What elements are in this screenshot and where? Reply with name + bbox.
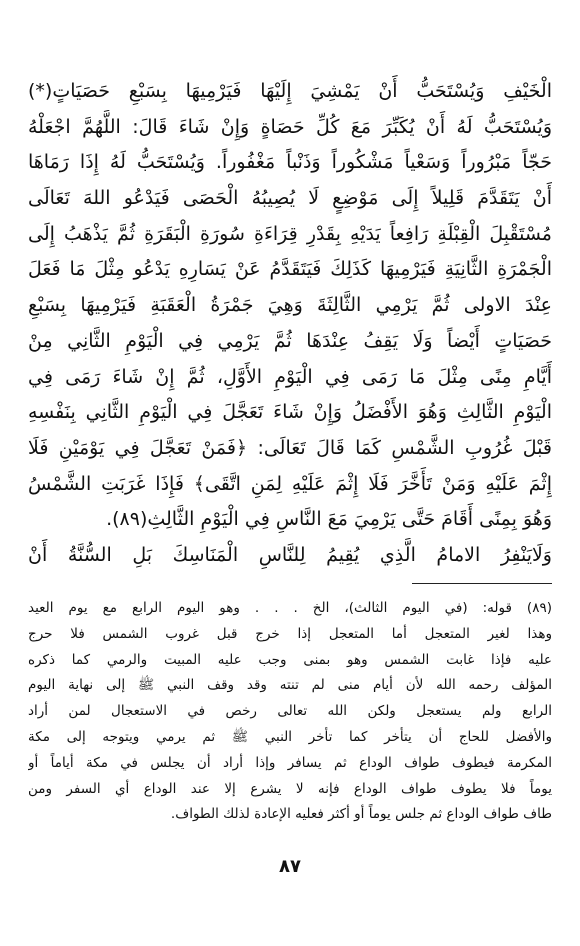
main-text-line: الْيَوْمِ الثَّالِثِ وَهُوَ الأَفْضَلُ وَإِنْ شَاءَ تَعَجَّلَ فِي الْيَوْمِ الثَّانِي بِنَفْسِهِ xyxy=(28,401,552,424)
page-number: ٨٧ xyxy=(279,856,301,877)
main-text-line: وَيُسْتَحَبُّ لَهُ أَنْ يُكَبِّرَ مَعَ كُلِّ حَصَاةٍ وَإِنْ شَاءَ قَالَ: اللَّهُمَّ اجْعَلْهُ xyxy=(28,115,552,138)
main-text-block xyxy=(28,74,552,574)
footnote-separator xyxy=(412,583,552,584)
footnote-line: عليه فإذا غابت الشمس وهو بمنى وجب عليه المبيت والرمي كما ذكره xyxy=(28,651,552,668)
footnote-line: طاف طواف الوداع ثم جلس يوماً أو أكثر فعليه الإعادة لذلك الطواف. xyxy=(170,806,552,823)
footnote-line: يوماً فلا يطوف طواف الوداع فإنه لا يشرع إلا عند الوداع أي السفر ومن xyxy=(28,780,552,797)
main-text-line: أَنْ يَتَقَدَّمَ قَلِيلاً إِلَى مَوْضِعٍ لَا يُصِيبُهُ الْحَصَى فَيَدْعُو اللهَ تَعَالَى xyxy=(28,187,552,210)
main-text-line: قَبْلَ غُرُوبِ الشَّمْسِ كَمَا قَالَ تَعَالَى: ﴿فَمَنْ تَعَجَّلَ فِي يَوْمَيْنِ فَلَا xyxy=(28,436,552,459)
footnote-line: المكرمة فيطوف طواف الوداع ثم يسافر وإذا أراد أن يجلس في مكة أياماً أو xyxy=(28,754,552,771)
footnote-block xyxy=(28,596,552,828)
footnote-line: والأفضل للحاج أن يتأخر كما تأخر النبي ﷺ ثم يرمي ويتوجه إلى مكة xyxy=(28,728,552,745)
main-text-line: عِنْدَ الاولى ثُمَّ يَرْمِي الثَّالِثَةَ وَهِيَ جَمْرَةُ الْعَقَبَةِ فَيَرْمِيهَا بِسَبْعِ xyxy=(28,294,552,317)
main-text-line: مُسْتَقْبِلَ الْقِبْلَةِ رَافِعاً يَدَيْهِ بِقَدْرِ قِرَاءَةِ سُورَةِ الْبَقَرَةِ ثُمَّ يَذْهَبُ إِلَى xyxy=(28,222,552,245)
main-text-line: حَجّاً مَبْرُوراً وَسَعْياً مَشْكُوراً وَذَنْباً مَغْفُوراً. وَيُسْتَحَبُّ لَهُ إِذَا رَمَاهَا xyxy=(28,151,552,174)
main-text-line: الْخَيْفِ وَيُسْتَحَبُّ أَنْ يَمْشِيَ إِلَيْهَا فَيَرْمِيهَا بِسَبْعِ حَصَيَاتٍ(*) xyxy=(28,80,552,102)
footnote-line: وهذا لغير المتعجل أما المتعجل إذا خرج قبل غروب الشمس فلا حرج xyxy=(28,625,552,642)
main-text-line: الْجَمْرَةِ الثَّانِيَةِ فَيَرْمِيهَا كَذَلِكَ فَيَتَقَدَّمُ عَنْ يَسَارِهِ يَدْعُو مِثْلَ مَا فَعَلَ xyxy=(28,258,552,281)
main-text-line: حَصَيَاتٍ أَيْضاً وَلَا يَقِفُ عِنْدَهَا ثُمَّ يَرْمِي فِي الْيَوْمِ الثَّانِي مِنْ xyxy=(28,329,552,352)
main-text-line: أَيَّامِ مِنًى مِثْلَ مَا رَمَى فِي الْيَوْمِ الأَوَّلِ، ثُمَّ إِنْ شَاءَ رَمَى فِي xyxy=(28,365,552,388)
main-text-line: وَلَايَنْفِرُ الامامُ الَّذِي يُقِيمُ لِلنَّاسِ الْمَنَاسِكَ بَلِ السُّنَّةُ أَنْ xyxy=(28,543,552,566)
main-text-line: وَهُوَ بِمِنًى أَقَامَ حَتَّى يَرْمِيَ مَعَ النَّاسِ فِي الْيَوْمِ الثَّالِثِ(٨٩). xyxy=(106,508,552,531)
footnote-line: الرابع ولم يستعجل ولكن الله تعالى رخص في الاستعجال لمن أراد xyxy=(28,703,552,720)
footnote-line: (٨٩) قوله: (في اليوم الثالث)، الخ . . . وهو اليوم الرابع مع يوم العيد xyxy=(28,600,552,616)
footnote-line: المؤلف رحمه الله لأن أيام منى لم تنته وقد وقف النبي ﷺ إلى نهاية اليوم xyxy=(28,677,552,694)
main-text-line: إِثْمَ عَلَيْهِ وَمَنْ تَأَخَّرَ فَلَا إِثْمَ عَلَيْهِ لِمَنِ اتَّقَى﴾ فَإِذَا غَرَبَتِ الشَّمْسُ xyxy=(28,472,552,495)
